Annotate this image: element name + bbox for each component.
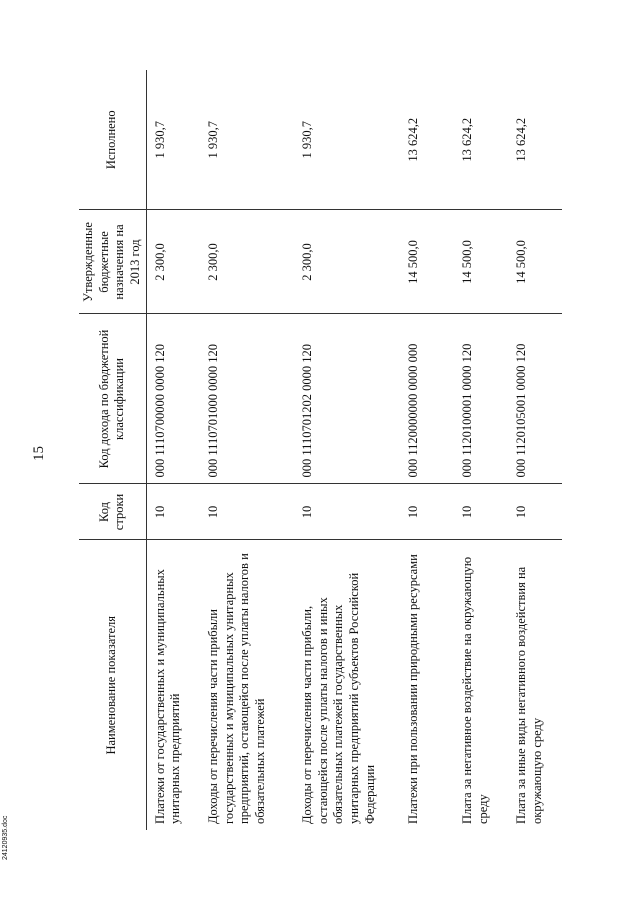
table-row xyxy=(200,70,294,830)
row-approved: 14 500,0 xyxy=(508,210,562,314)
row-executed: 13 624,2 xyxy=(508,70,562,210)
header-line-code: Код строки xyxy=(79,484,146,540)
header-income-code: Код дохода по бюджетной классификации xyxy=(79,314,146,484)
table-row xyxy=(294,70,400,830)
row-line-code: 10 xyxy=(454,484,508,540)
row-name: Плата за иные виды негативного воздействия на окружающую среду xyxy=(514,566,544,824)
table-header-row xyxy=(79,70,146,830)
row-executed: 13 624,2 xyxy=(454,70,508,210)
table-row xyxy=(454,70,508,830)
row-name: Платежи при пользовании природными ресурсами xyxy=(406,554,420,824)
row-income-code: 000 1110701000 0000 120 xyxy=(200,314,294,484)
row-income-code: 000 1120000000 0000 000 xyxy=(400,314,454,484)
row-income-code: 000 1120100001 0000 120 xyxy=(454,314,508,484)
table-row xyxy=(508,70,562,830)
row-income-code: 000 1110701202 0000 120 xyxy=(294,314,400,484)
row-approved: 2 300,0 xyxy=(146,210,200,314)
table-row xyxy=(400,70,454,830)
row-line-code: 10 xyxy=(146,484,200,540)
header-approved-2013: Утвержденные бюджетные назначения на 2013 год xyxy=(79,210,146,314)
row-name: Платежи от государственных и муниципальных унитарных предприятий xyxy=(152,569,183,824)
row-line-code: 10 xyxy=(400,484,454,540)
row-line-code: 10 xyxy=(294,484,400,540)
budget-report-table xyxy=(79,70,562,830)
row-executed: 1 930,7 xyxy=(146,70,200,210)
row-name: Доходы от перечисления части прибыли государственных и муниципальных унитарных предприятий, остающейся после уплаты налогов и обязательных платежей xyxy=(206,553,267,824)
row-income-code: 000 1120105001 0000 120 xyxy=(508,314,562,484)
table-row xyxy=(146,70,200,830)
row-income-code: 000 1110700000 0000 120 xyxy=(146,314,200,484)
rotated-table-container xyxy=(79,70,574,830)
row-line-code: 10 xyxy=(508,484,562,540)
row-approved: 14 500,0 xyxy=(454,210,508,314)
row-executed: 13 624,2 xyxy=(400,70,454,210)
row-name: Плата за негативное воздействие на окружающую среду xyxy=(460,556,490,824)
row-name: Доходы от перечисления части прибыли, остающейся после уплаты налогов и иных обязательных платежей государственных унитарных предприятий субъектов Российской Федерации xyxy=(300,572,377,824)
header-executed: Исполнено xyxy=(79,70,146,210)
row-approved: 14 500,0 xyxy=(400,210,454,314)
row-approved: 2 300,0 xyxy=(294,210,400,314)
row-executed: 1 930,7 xyxy=(200,70,294,210)
row-executed: 1 930,7 xyxy=(294,70,400,210)
row-line-code: 10 xyxy=(200,484,294,540)
header-indicator-name: Наименование показателя xyxy=(79,540,146,830)
footer-filename: 24120935.doc xyxy=(2,815,9,860)
page-number: 15 xyxy=(31,446,47,461)
row-approved: 2 300,0 xyxy=(200,210,294,314)
